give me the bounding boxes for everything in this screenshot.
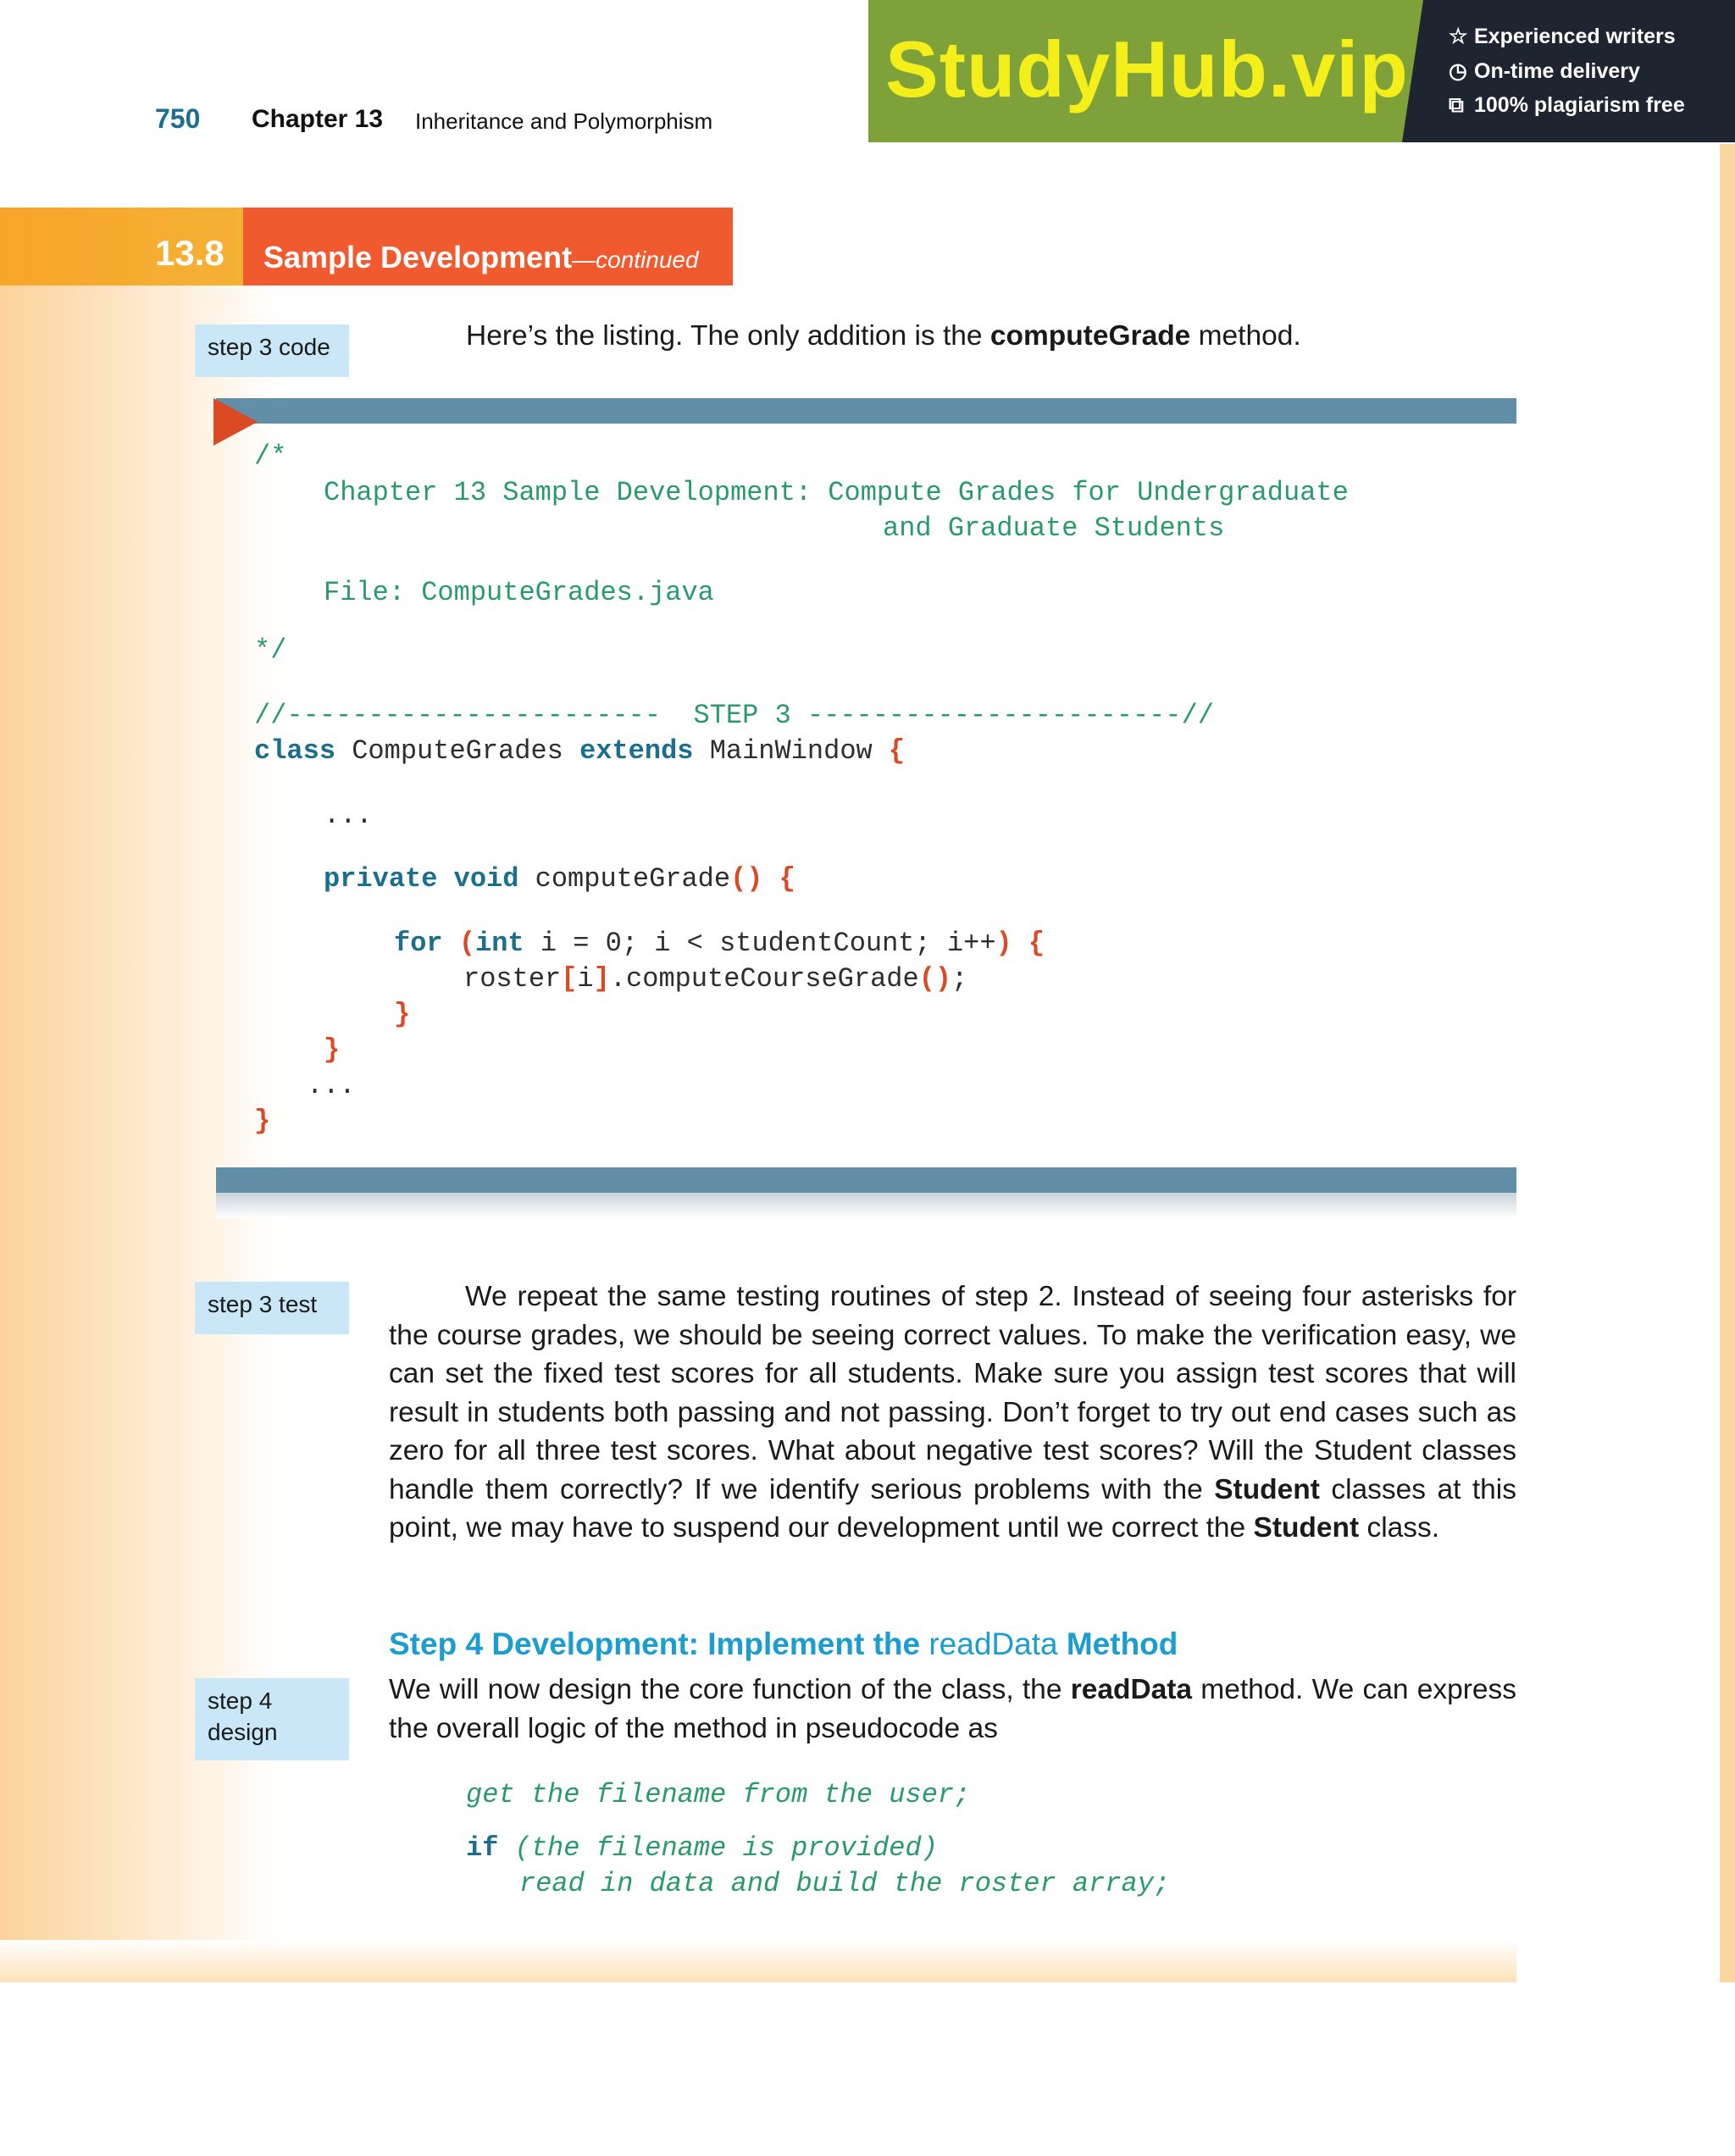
code-line-method: private void computeGrade() { (324, 863, 795, 895)
pseudocode-line-2: if (the filename is provided) (466, 1832, 938, 1864)
code-brace-close-method: } (324, 1034, 341, 1066)
code-ellipsis-2: ... (307, 1070, 356, 1101)
code-ellipsis-1: ... (324, 800, 373, 831)
code-comment-title-1: Chapter 13 Sample Development: Compute Grades for Undergraduate (324, 477, 1349, 508)
star-icon: ☆ (1449, 25, 1468, 48)
code-comment-file: File: ComputeGrades.java (324, 577, 714, 608)
step4-heading: Step 4 Development: Implement the readData Method (389, 1627, 1178, 1661)
clock-icon: ◷ (1449, 59, 1467, 83)
code-box-bottom-bar (216, 1167, 1516, 1193)
step4-paragraph: We will now design the core function of the class, the readData method. We can express the overall logic of the method in pseudocode as (389, 1674, 1516, 1744)
section-title: Sample Development—continued (263, 240, 699, 274)
listing-intro: Here’s the listing. The only addition is the computeGrade method. (466, 320, 1301, 352)
code-box-top-bar (216, 398, 1516, 424)
code-line-roster: roster[i].computeCourseGrade(); (463, 963, 968, 995)
margin-tag-step3-code: step 3 code (195, 324, 349, 377)
page-number: 750 (155, 103, 201, 134)
code-line-class: class ComputeGrades extends MainWindow { (254, 735, 906, 767)
code-box-arrow-icon (213, 398, 258, 446)
section-subtitle: —continued (572, 247, 699, 273)
chapter-title: Inheritance and Polymorphism (415, 108, 713, 134)
code-comment-title-2: and Graduate Students (883, 513, 1225, 544)
section-number: 13.8 (155, 233, 224, 273)
chapter-label: Chapter 13 (252, 105, 384, 133)
ad-feature-3: ⧉ 100% plagiarism free (1449, 93, 1685, 117)
pseudocode-line-1: get the filename from the user; (466, 1779, 971, 1810)
margin-tag-step4-design: step 4 design (195, 1678, 349, 1760)
code-step-comment: //----------------------- STEP 3 -----------------------// (254, 700, 1214, 731)
ad-feature-1: ☆ Experienced writers (1449, 25, 1676, 48)
right-margin-stripe (1720, 144, 1735, 1982)
code-brace-close-for: } (394, 999, 411, 1030)
copy-icon: ⧉ (1449, 93, 1464, 117)
margin-tag-step3-test: step 3 test (195, 1282, 349, 1334)
code-line-for: for (int i = 0; i < studentCount; i++) { (394, 928, 1045, 959)
code-brace-close-class: } (254, 1106, 271, 1137)
ad-feature-2: ◷ On-time delivery (1449, 59, 1640, 83)
code-comment-close: */ (254, 635, 287, 666)
pseudocode-line-3: read in data and build the roster array; (519, 1868, 1171, 1899)
ad-logo[interactable]: StudyHub.vip (885, 25, 1409, 114)
step3-test-paragraph: We repeat the same testing routines of step 2. Instead of seeing four asterisks for the course grades, we should be seeing correct values. To make the verification easy, we can set the fixed test scores for all students. Make sure you assign test scores that will result in students both passing and not passing. Don’t forget to try out end cases such as zero for all three test scores. What about negative test scores? Will the Student classes handle them correctly? If we identify serious problems with the Student classes at this point, we may have to suspend our development until we correct the Student class. (389, 1281, 1516, 1544)
code-comment-open: /* (254, 441, 287, 472)
code-box-shadow (216, 1193, 1516, 1218)
bottom-gradient (0, 1940, 1516, 1982)
